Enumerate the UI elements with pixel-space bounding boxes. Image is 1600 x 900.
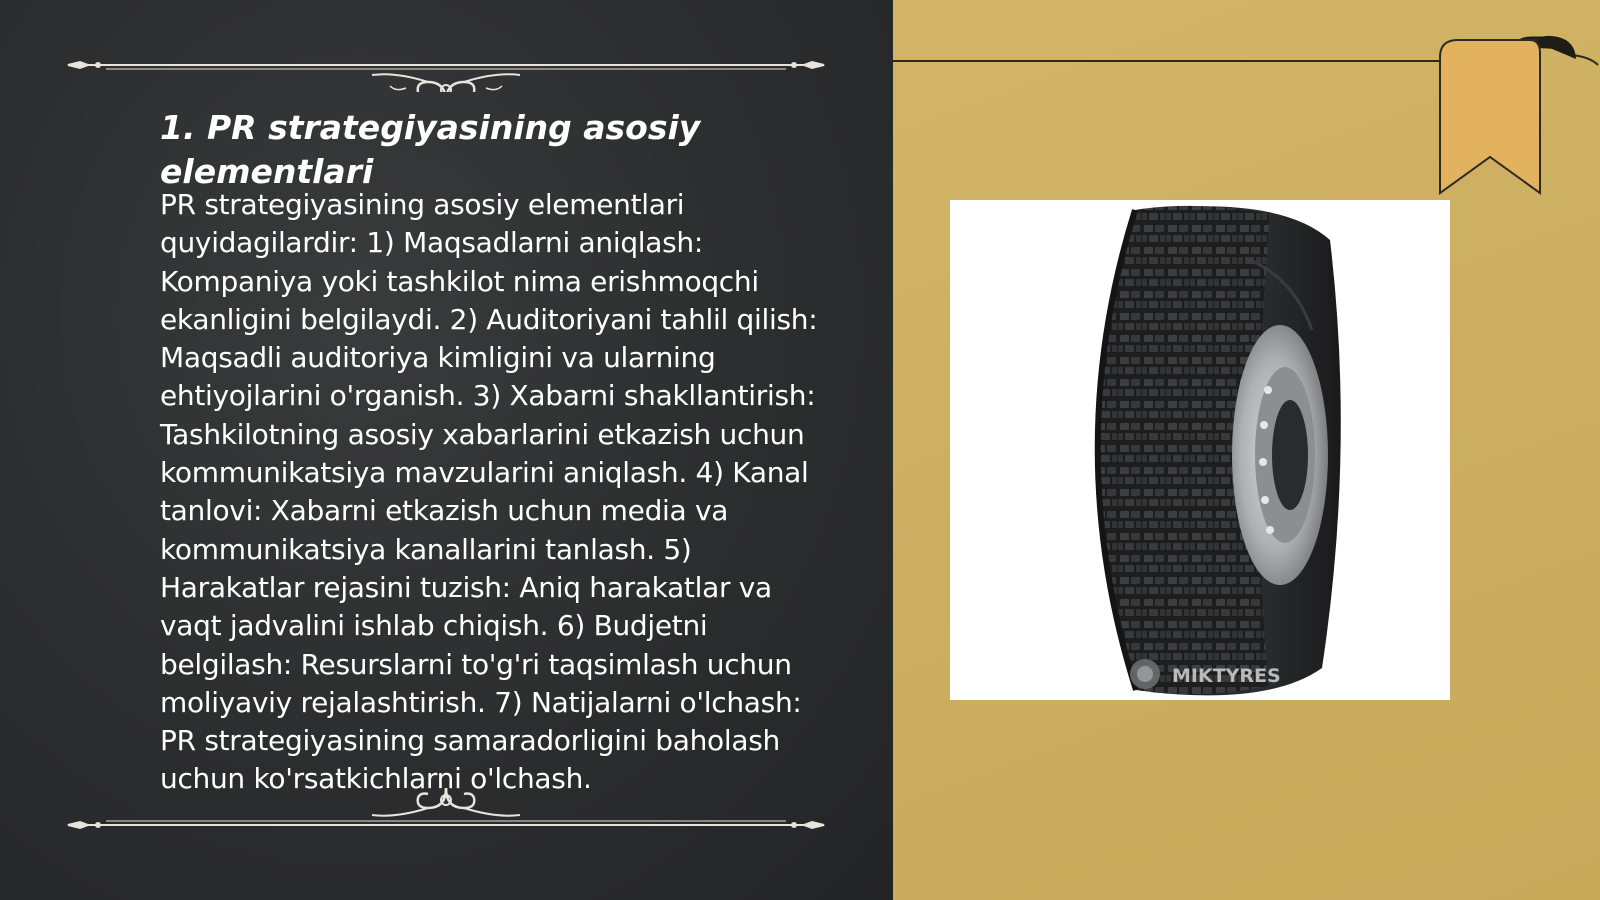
slide-body-text: PR strategiyasining asosiy elementlari quyidagilardir: 1) Maqsadlarni aniqlash: Kompaniya yoki tashkilot nima erishmoqchi ekanligini belgilaydi. 2) Auditoriyani tahlil qilish: Maqsadli auditoriya kimligini va ularning ehtiyojlarini o'rganish. 3) Xabarni shakllantirish: Tashkilotning asosiy xabarlarini etkazish uchun kommunikatsiya mavzularini aniqlash. 4) Kanal tanlovi: Xabarni etkazish uchun media va kommunikatsiya kanallarini tanlash. 5) Harakatlar rejasini tuzish: Aniq harakatlar va vaqt jadvalini ishlab chiqish. 6) Budjetni belgilash: Resurslarni to'g'ri taqsimlash uchun moliyaviy rejalashtirish. 7) Natijalarni o'lchash: PR strategiyasining samaradorligini baholash uchun ko'rsatkichlarni o'lchash.: [160, 188, 818, 796]
top-ornamental-divider: [66, 42, 826, 92]
watermark-logo: [1130, 659, 1160, 689]
tire-photo: [950, 200, 1450, 700]
top-divider-line: [893, 60, 1453, 62]
tire-image: [950, 200, 1450, 700]
bookmark-ribbon-icon: [1420, 35, 1600, 205]
watermark-text: MIKTYRES: [1172, 665, 1281, 687]
bottom-ornamental-divider: [66, 786, 826, 836]
slide-title: 1. PR strategiyasining asosiy elementlari: [160, 108, 701, 191]
